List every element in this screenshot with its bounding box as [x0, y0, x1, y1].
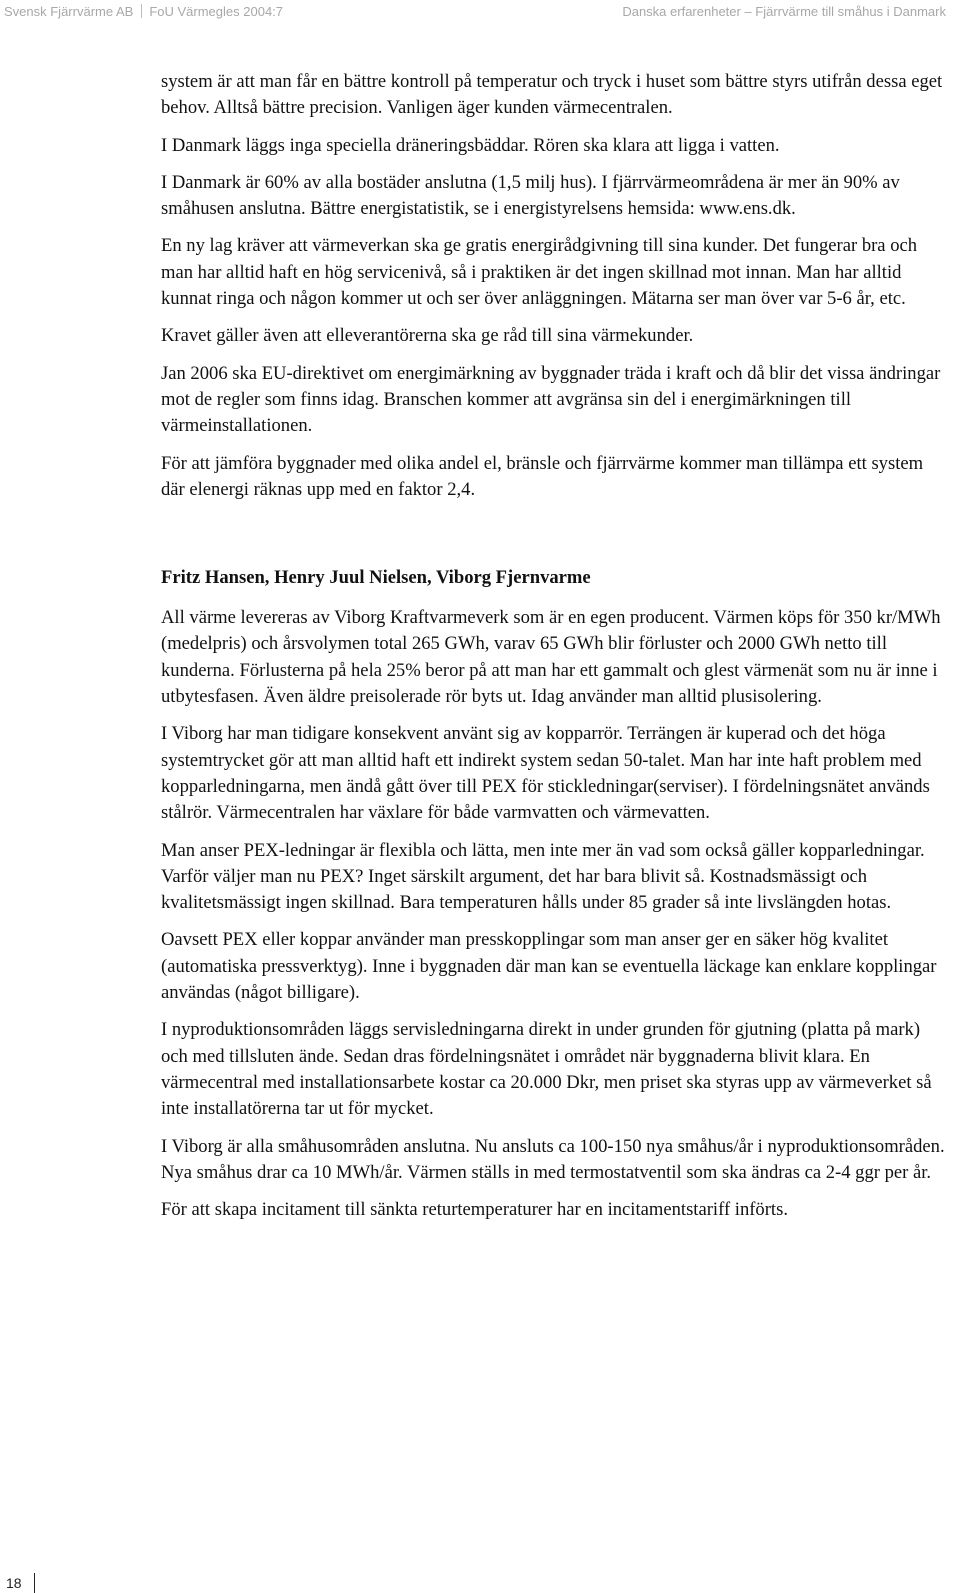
header-series: FoU Värmegles 2004:7 [149, 4, 284, 19]
paragraph: Man anser PEX-ledningar är flexibla och lätta, men inte mer än vad som också gäller kopparledningar. Varför väljer man nu PEX? Inget särskilt argument, det har bara blivit så. Kostnadsmässigt och kvalitetsmässigt ingen skillnad. Bara temperaturen hålls under 85 grader så inte livslängden hotas. [161, 839, 925, 914]
footer-divider [34, 1573, 35, 1593]
header-company: Svensk Fjärrvärme AB [4, 4, 134, 19]
page-header [0, 0, 960, 26]
paragraph: För att jämföra byggnader med olika andel el, bränsle och fjärrvärme kommer man tillämpa ett system där elenergi räknas upp med en faktor 2,4. [161, 452, 924, 500]
section-heading: Fritz Hansen, Henry Juul Nielsen, Viborg Fjernvarme [161, 567, 591, 589]
header-document-title: Danska erfarenheter – Fjärrvärme till småhus i Danmark [622, 4, 946, 19]
paragraph: För att skapa incitament till sänkta returtemperaturer har en incitamentstariff införts. [161, 1199, 788, 1221]
paragraph: I nyproduktionsområden läggs servisledningarna direkt in under grunden för gjutning (platta på mark) och med tillsluten ände. Sedan dras fördelningsnätet i området när byggnaderna blivit klara. En värmecentral med installationsarbete kostar ca 20.000 Dkr, men priset ska styras upp av värmeverket så inte installatörerna tar ut för mycket. [161, 1019, 932, 1120]
paragraph: I Viborg är alla småhusområden anslutna. Nu ansluts ca 100-150 nya småhus/år i nyproduktionsområden. Nya småhus drar ca 10 MWh/år. Värmen ställs in med termostatventil som ska ändras ca 2-4 ggr per år. [161, 1135, 945, 1183]
paragraph: I Danmark läggs inga speciella dräneringsbäddar. Rören ska klara att ligga i vatten. [161, 134, 780, 156]
paragraph: En ny lag kräver att värmeverkan ska ge gratis energirådgivning till sina kunder. Det fungerar bra och man har alltid haft en hög servicenivå, så i praktiken är det ingen skillnad mot innan. Man har alltid kunnat ringa och någon kommer ut och ser över anläggningen. Mätarna ser man över var 5-6 år, etc. [161, 235, 918, 310]
paragraph: Oavsett PEX eller koppar använder man presskopplingar som man anser ger en säker hög kvalitet (automatiska pressverktyg). Inne i byggnaden där man kan se eventuella läckage kan enklare kopplingar användas (något billigare). [161, 929, 937, 1004]
header-left [4, 4, 283, 19]
paragraph: Kravet gäller även att elleverantörerna ska ge råd till sina värmekunder. [161, 325, 694, 347]
document-body [161, 69, 951, 1234]
paragraph: system är att man får en bättre kontroll på temperatur och tryck i huset som bättre styrs utifrån dessa eget behov. Alltså bättre precision. Vanligen äger kunden värmecentralen. [161, 71, 943, 119]
paragraph: All värme levereras av Viborg Kraftvarmeverk som är en egen producent. Värmen köps för 350 kr/MWh (medelpris) och årsvolymen total 265 GWh, varav 65 GWh blir förluster och 2000 GWh netto till kunderna. Förlusterna på hela 25% beror på att man har ett gammalt och glest värmenät som nu är inne i utbytesfasen. Även äldre preisolerade rör byts ut. Idag använder man alltid plusisolering. [161, 607, 941, 708]
paragraph: I Viborg har man tidigare konsekvent använt sig av kopparrör. Terrängen är kuperad och det höga systemtrycket gör att man alltid haft ett indirekt system sedan 50-talet. Man har inte haft problem med kopparledningarna, men ändå gått över till PEX för stickledningar(serviser). I fördelningsnätet används stålrör. Värmecentralen har växlare för både varmvatten och värmevatten. [161, 723, 930, 824]
paragraph: Jan 2006 ska EU-direktivet om energimärkning av byggnader träda i kraft och då blir det vissa ändringar mot de regler som finns idag. Branschen kommer att avgränsa sin del i energimärkningen till värmeinstallationen. [161, 362, 941, 437]
page-number: 18 [6, 1575, 22, 1591]
section-spacer [161, 514, 951, 565]
paragraph: I Danmark är 60% av alla bostäder anslutna (1,5 milj hus). I fjärrvärmeområdena är mer än 90% av småhusen anslutna. Bättre energistatistik, se i energistyrelsens hemsida: www.ens.dk. [161, 171, 900, 220]
header-separator [141, 4, 142, 18]
